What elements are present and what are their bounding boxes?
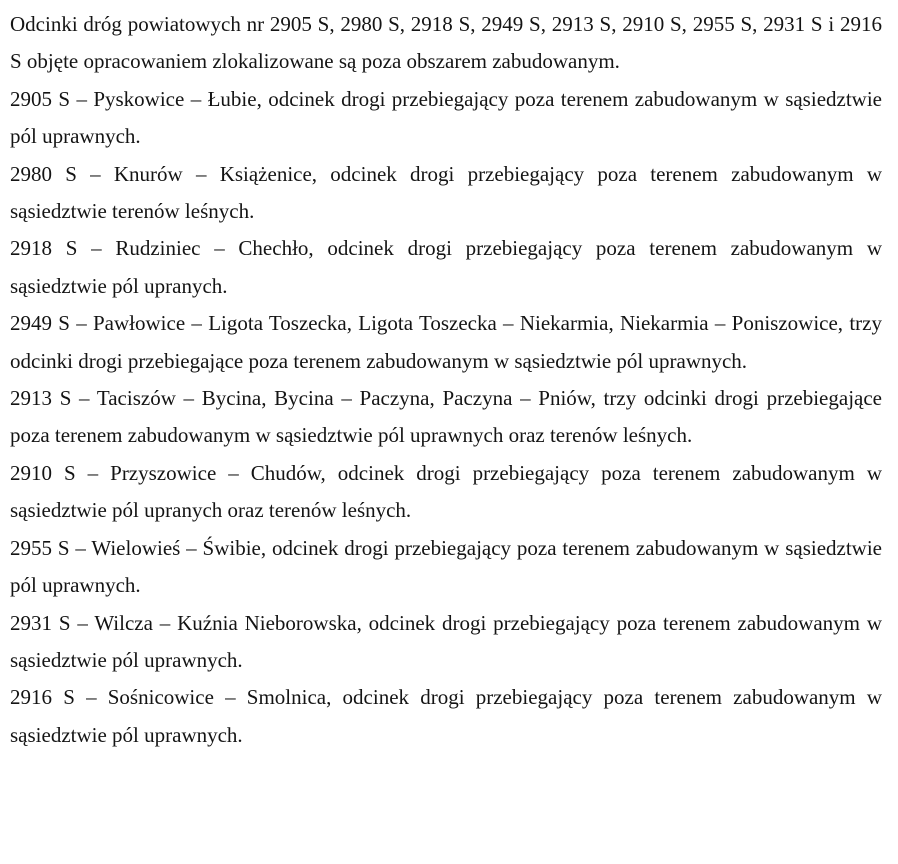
road-2955-paragraph: 2955 S – Wielowieś – Świbie, odcinek drogi przebiegający poza terenem zabudowanym w sąsiedztwie pól uprawnych. — [10, 535, 882, 598]
intro-paragraph: Odcinki dróg powiatowych nr 2905 S, 2980 S, 2918 S, 2949 S, 2913 S, 2910 S, 2955 S, 2931 S i 2916 S objęte opracowaniem zlokalizowane są poza obszarem zabudowanym. — [10, 12, 882, 74]
road-2910-paragraph: 2910 S – Przyszowice – Chudów, odcinek drogi przebiegający poza terenem zabudowanym w sąsiedztwie pól upranych oraz terenów leśnych. — [10, 460, 882, 523]
document-page — [10, 6, 882, 754]
road-2918-paragraph: 2918 S – Rudziniec – Chechło, odcinek drogi przebiegający poza terenem zabudowanym w sąsiedztwie pól upranych. — [10, 236, 882, 298]
road-2980-paragraph: 2980 S – Knurów – Książenice, odcinek drogi przebiegający poza terenem zabudowanym w sąsiedztwie terenów leśnych. — [10, 161, 882, 224]
road-2916-paragraph: 2916 S – Sośnicowice – Smolnica, odcinek drogi przebiegający poza terenem zabudowanym w sąsiedztwie pól uprawnych. — [10, 685, 882, 747]
road-2949-paragraph: 2949 S – Pawłowice – Ligota Toszecka, Ligota Toszecka – Niekarmia, Niekarmia – Poniszowice, trzy odcinki drogi przebiegające poza terenem zabudowanym w sąsiedztwie pól uprawnych. — [10, 311, 882, 373]
road-2913-paragraph: 2913 S – Taciszów – Bycina, Bycina – Paczyna, Paczyna – Pniów, trzy odcinki drogi przebiegające poza terenem zabudowanym w sąsiedztwie pól uprawnych oraz terenów leśnych. — [10, 386, 882, 448]
road-2931-paragraph: 2931 S – Wilcza – Kuźnia Nieborowska, odcinek drogi przebiegający poza terenem zabudowanym w sąsiedztwie pól uprawnych. — [10, 610, 882, 672]
road-2905-paragraph: 2905 S – Pyskowice – Łubie, odcinek drogi przebiegający poza terenem zabudowanym w sąsiedztwie pól uprawnych. — [10, 86, 882, 149]
